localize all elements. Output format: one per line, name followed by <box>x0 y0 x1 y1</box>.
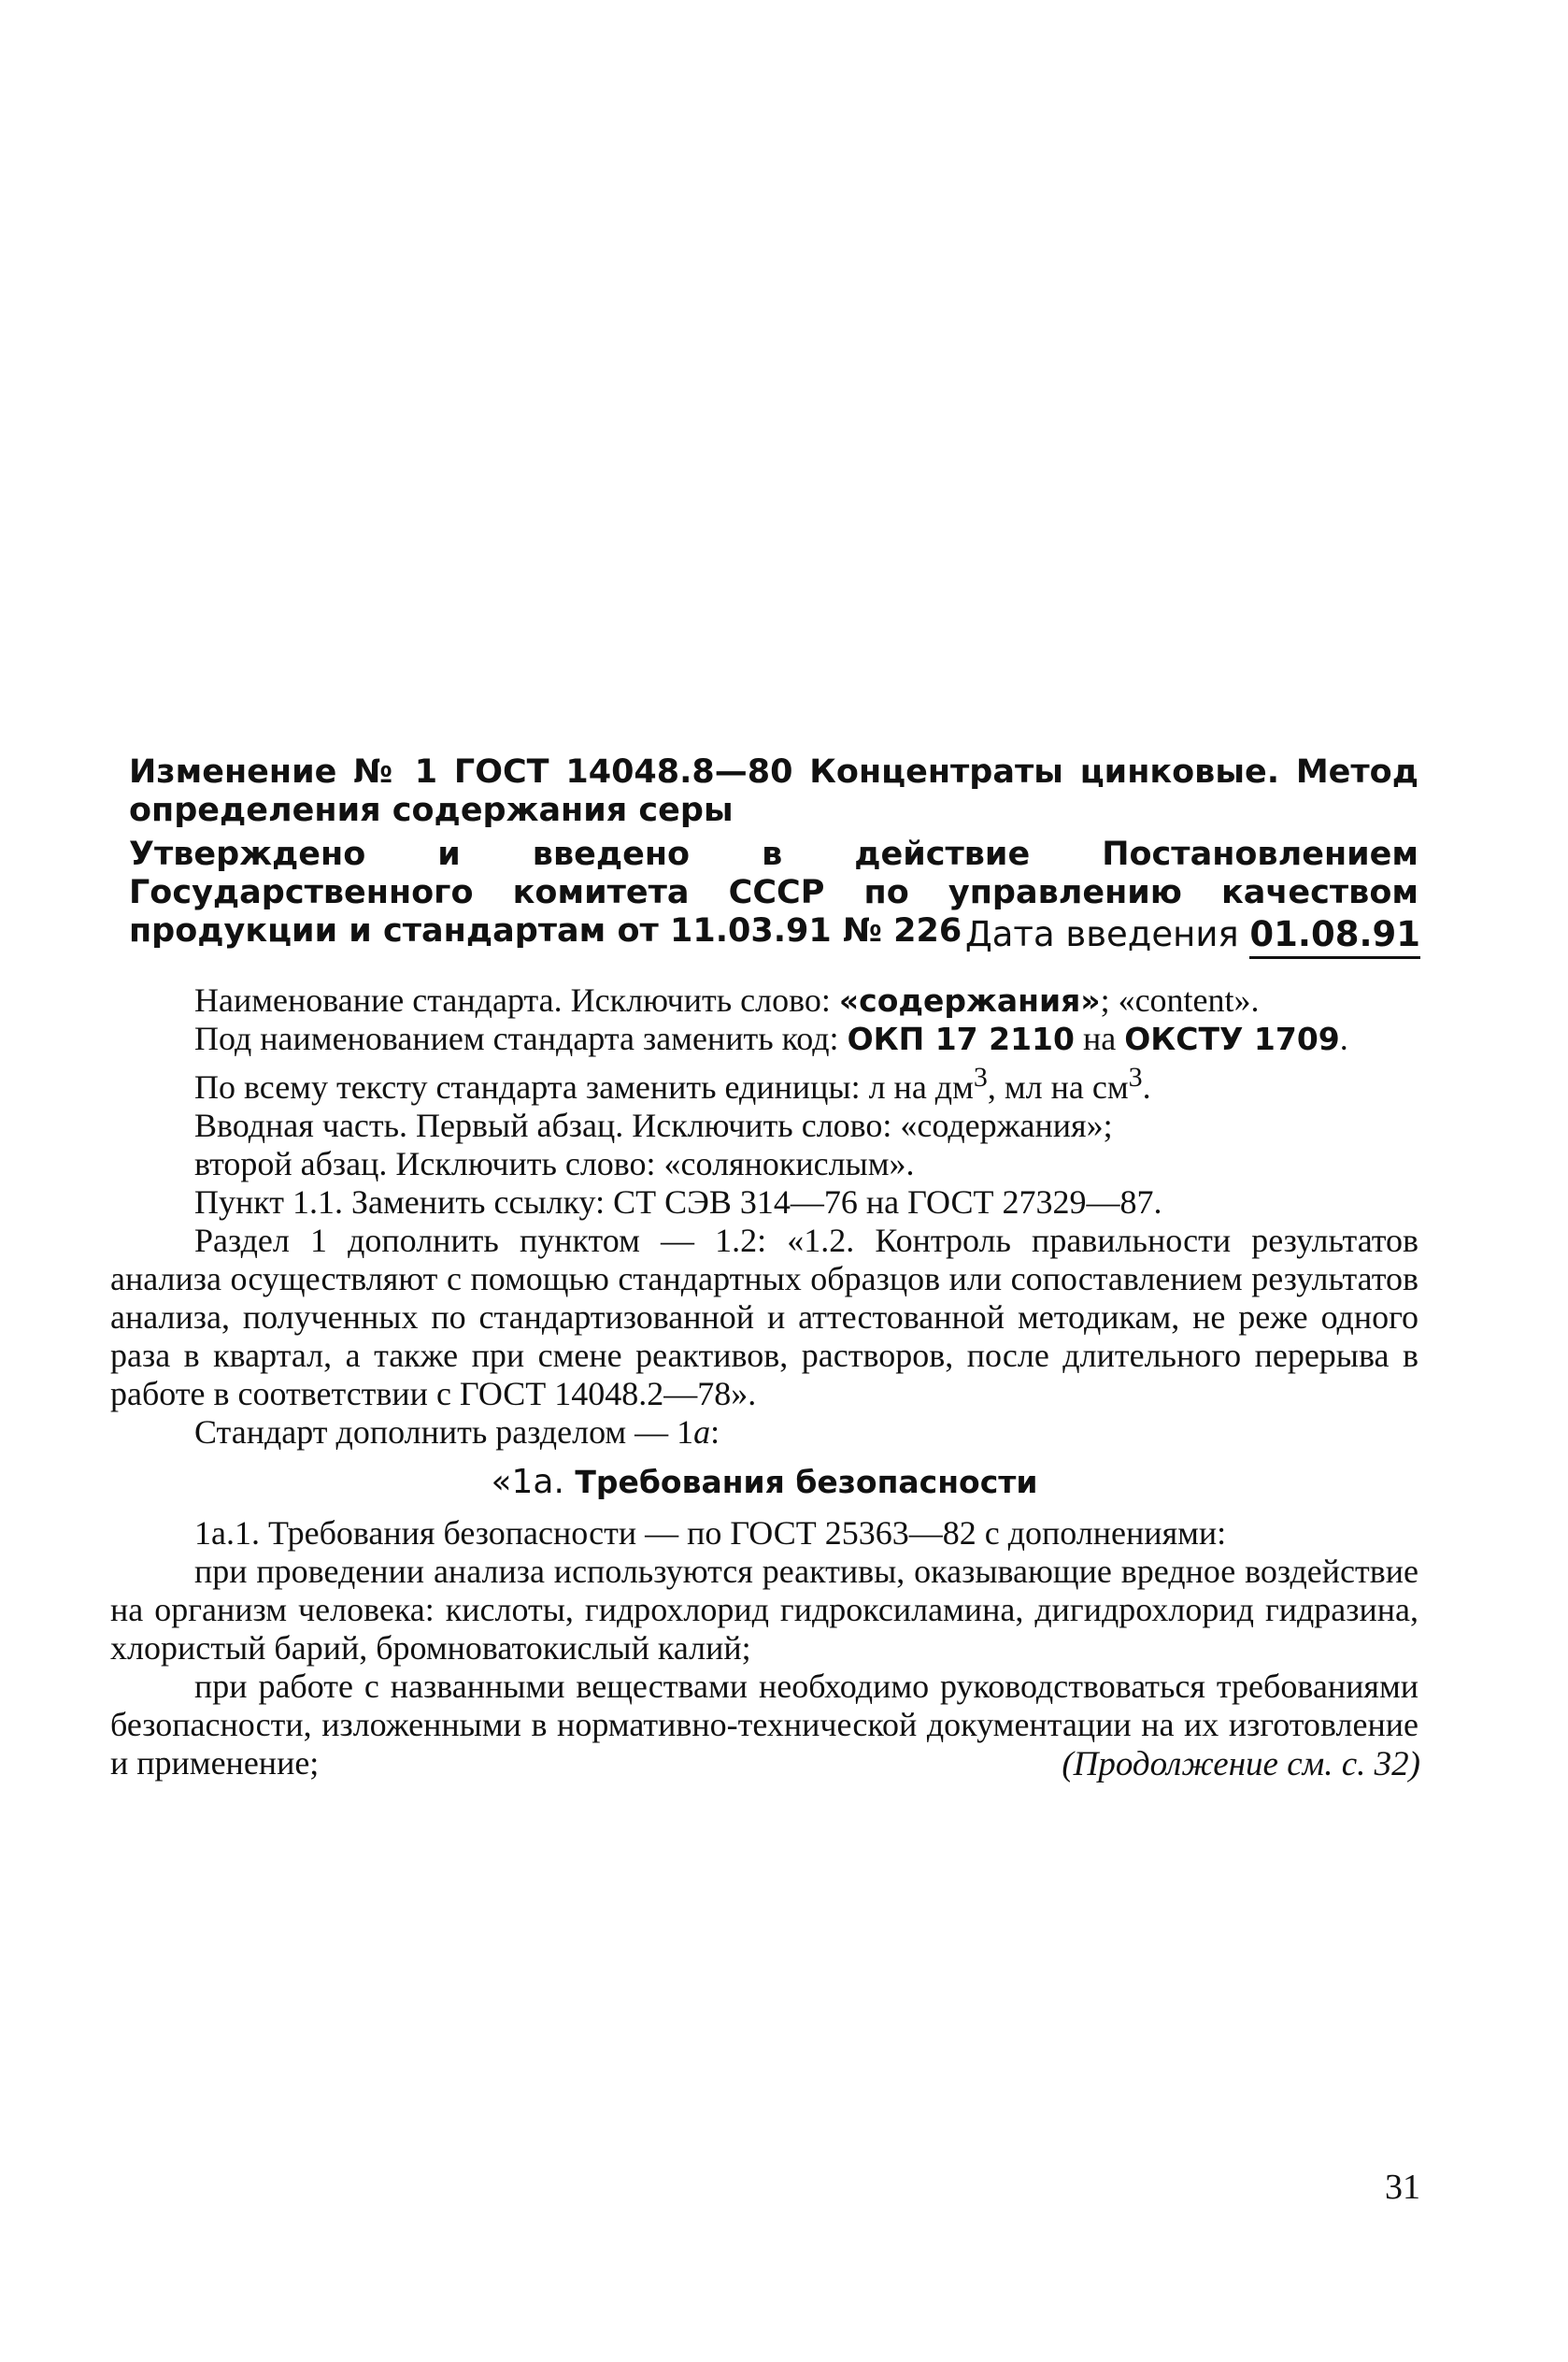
paragraph-safety-2: при проведении анализа используются реактивы, оказывающие вредное воздействие на организм человека: кислоты, гидрохлорид гидроксиламина, дигидрохлорид гидразина, хлористый барий, бромноватокислый калий; <box>110 1553 1418 1667</box>
text-run: Наименование стандарта. Исключить слово: <box>194 981 839 1019</box>
amendment-title: Изменение № 1 ГОСТ 14048.8—80 Концентраты цинковые. Метод определения содержания серы <box>129 753 1418 829</box>
paragraph-units <box>110 1058 1418 1107</box>
effective-date-label: Дата введения <box>964 914 1239 954</box>
section-heading <box>110 1463 1418 1501</box>
text-run-bold: ОКП 17 2110 <box>847 1021 1075 1057</box>
text-run: на <box>1074 1020 1125 1057</box>
section-number: «1а. <box>491 1463 576 1501</box>
section-title: Требования безопасности <box>575 1464 1038 1500</box>
text-run: , мл на см <box>987 1068 1129 1106</box>
superscript: 3 <box>973 1062 988 1093</box>
paragraph-clause-1-1: Пункт 1.1. Заменить ссылку: СТ СЭВ 314—76 на ГОСТ 27329—87. <box>194 1183 1162 1221</box>
text-run-bold: ОКСТУ 1709 <box>1124 1021 1340 1057</box>
text-run: . <box>1339 1020 1348 1057</box>
effective-date <box>965 914 1420 955</box>
paragraph-intro-first: Вводная часть. Первый абзац. Исключить слово: «содержания»; <box>194 1107 1113 1144</box>
paragraph-safety-3: при работе с названными веществами необходимо руководствоваться требованиями безопасности, изложенными в нормативно-технической документации на их изготовление и применение; <box>110 1668 1418 1782</box>
amendment-body <box>110 981 1418 1782</box>
effective-date-value: 01.08.91 <box>1249 914 1420 959</box>
text-run: По всему тексту стандарта заменить единицы: л на дм <box>194 1068 974 1106</box>
text-run: : <box>710 1413 720 1451</box>
paragraph-add-section <box>110 1413 1418 1452</box>
text-run: . <box>1142 1068 1151 1106</box>
text-run: ; «content». <box>1100 981 1260 1019</box>
page-number: 31 <box>1385 2168 1420 2207</box>
superscript: 3 <box>1128 1062 1143 1093</box>
paragraph-code-change <box>110 1020 1418 1058</box>
approval-statement: Утверждено и введено в действие Постановлением Государственного комитета СССР по управлению качеством продукции и стандартам от 11.03.91 № 226 <box>129 836 1418 950</box>
text-run: Под наименованием стандарта заменить код: <box>194 1020 848 1057</box>
paragraph-safety-1: 1а.1. Требования безопасности — по ГОСТ 25363—82 с дополнениями: <box>194 1514 1227 1552</box>
paragraph-standard-name <box>110 981 1418 1020</box>
continuation-note: (Продолжение см. с. 32) <box>1062 1745 1420 1783</box>
paragraph-clause-1-2: Раздел 1 дополнить пунктом — 1.2: «1.2. Контроль правильности результатов анализа осуществляют с помощью стандартных образцов или сопоставлением результатов анализа, полученных по стандартизованной и аттестованной методикам, не реже одного раза в квартал, а также при смене реактивов, растворов, после длительного перерыва в работе в соответствии с ГОСТ 14048.2—78». <box>110 1222 1418 1412</box>
text-run-italic: а <box>693 1413 711 1451</box>
text-run: Стандарт дополнить разделом — 1 <box>194 1413 694 1451</box>
paragraph-intro-second: второй абзац. Исключить слово: «солянокислым». <box>194 1145 915 1182</box>
text-run-bold: «содержания» <box>838 982 1101 1019</box>
